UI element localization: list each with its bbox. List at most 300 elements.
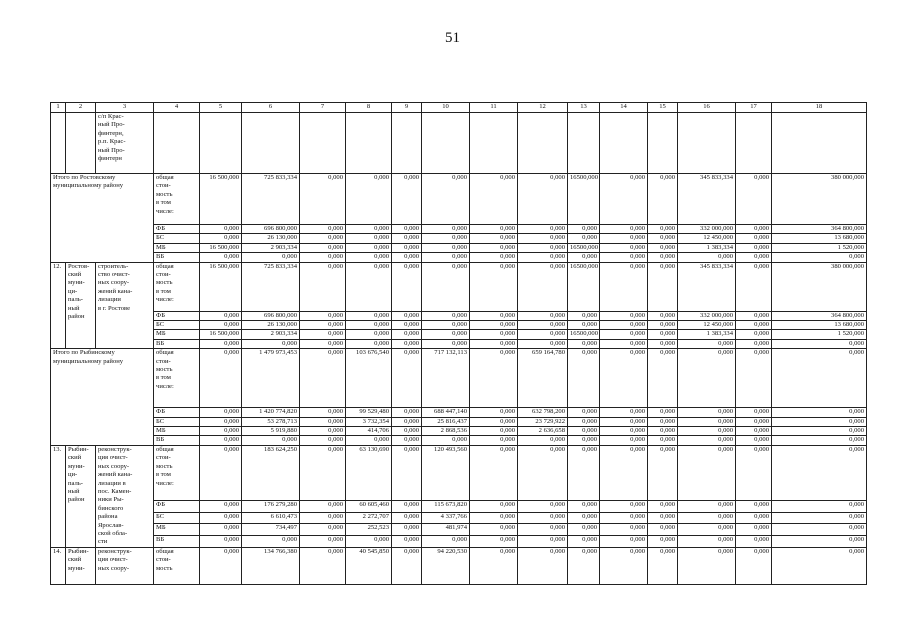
page-number: 51 xyxy=(445,30,460,46)
value-cell: 0,000 xyxy=(242,253,300,262)
funding-type-cell: МБ xyxy=(154,427,200,436)
column-number-cell: 6 xyxy=(242,103,300,113)
value-cell: 0,000 xyxy=(392,524,422,536)
value-cell: 0,000 xyxy=(518,524,568,536)
value-cell: 0,000 xyxy=(518,330,568,339)
column-number-cell: 15 xyxy=(648,103,678,113)
value-cell: 0,000 xyxy=(648,408,678,417)
value-cell: 0,000 xyxy=(678,436,736,445)
value-cell: 0,000 xyxy=(648,339,678,348)
value-cell: 0,000 xyxy=(300,311,346,320)
value-cell: 0,000 xyxy=(470,321,518,330)
total-label-cell: Итого по Рыбинскому муниципальному району xyxy=(51,349,154,446)
column-number-cell: 7 xyxy=(300,103,346,113)
investment-table xyxy=(50,102,867,585)
value-cell: 0,000 xyxy=(600,330,648,339)
value-cell: 0,000 xyxy=(300,512,346,524)
value-cell: 0,000 xyxy=(648,524,678,536)
value-cell: 0,000 xyxy=(736,408,772,417)
value-cell: 0,000 xyxy=(392,339,422,348)
column-number-cell: 10 xyxy=(422,103,470,113)
value-cell: 0,000 xyxy=(736,417,772,426)
funding-type-cell: ВБ xyxy=(154,339,200,348)
cost-type-cell: общая стои- мость в том числе: xyxy=(154,262,200,311)
object-cell: с/п Крас- ный Про- финтерн, р.п. Крас- ный Про- финтерн xyxy=(96,113,154,174)
value-cell: 481,974 xyxy=(422,524,470,536)
value-cell: 0,000 xyxy=(568,234,600,243)
value-cell: 0,000 xyxy=(242,535,300,547)
funding-source-row xyxy=(51,311,867,320)
value-cell: 734,497 xyxy=(242,524,300,536)
column-number-cell: 9 xyxy=(392,103,422,113)
value-cell: 16 500,000 xyxy=(200,243,242,252)
value-cell: 0,000 xyxy=(736,436,772,445)
funding-type-cell: БС xyxy=(154,321,200,330)
total-label-cell: Итого по Ростовскому муниципальному району xyxy=(51,174,154,263)
value-cell: 364 800,000 xyxy=(772,311,867,320)
value-cell: 0,000 xyxy=(518,174,568,225)
column-number-cell: 18 xyxy=(772,103,867,113)
value-cell: 0,000 xyxy=(518,535,568,547)
value-cell: 0,000 xyxy=(568,427,600,436)
value-cell: 0,000 xyxy=(392,547,422,584)
value-cell: 0,000 xyxy=(392,321,422,330)
value-cell: 0,000 xyxy=(568,535,600,547)
value-cell: 0,000 xyxy=(422,321,470,330)
value-cell: 0,000 xyxy=(736,445,772,500)
value-cell: 0,000 xyxy=(736,311,772,320)
value-cell: 0,000 xyxy=(600,174,648,225)
value-cell: 0,000 xyxy=(392,225,422,234)
value-cell: 0,000 xyxy=(600,311,648,320)
empty-cell xyxy=(772,113,867,174)
value-cell: 0,000 xyxy=(600,500,648,512)
empty-cell xyxy=(154,113,200,174)
value-cell: 0,000 xyxy=(568,417,600,426)
value-cell: 0,000 xyxy=(200,547,242,584)
funding-source-row xyxy=(51,321,867,330)
value-cell: 2 868,536 xyxy=(422,427,470,436)
value-cell: 120 493,560 xyxy=(422,445,470,500)
funding-source-row xyxy=(51,436,867,445)
value-cell: 0,000 xyxy=(736,253,772,262)
value-cell: 0,000 xyxy=(600,321,648,330)
value-cell: 0,000 xyxy=(346,535,392,547)
value-cell: 16500,000 xyxy=(568,330,600,339)
value-cell: 0,000 xyxy=(200,500,242,512)
value-cell: 0,000 xyxy=(392,234,422,243)
value-cell: 0,000 xyxy=(300,262,346,311)
funding-type-cell: БС xyxy=(154,234,200,243)
empty-cell xyxy=(51,113,66,174)
value-cell: 0,000 xyxy=(200,339,242,348)
value-cell: 659 164,780 xyxy=(518,349,568,408)
value-cell: 0,000 xyxy=(568,408,600,417)
value-cell: 632 798,200 xyxy=(518,408,568,417)
value-cell: 1 420 774,820 xyxy=(242,408,300,417)
value-cell: 94 220,530 xyxy=(422,547,470,584)
value-cell: 0,000 xyxy=(600,535,648,547)
value-cell: 0,000 xyxy=(300,330,346,339)
value-cell: 0,000 xyxy=(772,349,867,408)
value-cell: 115 673,820 xyxy=(422,500,470,512)
column-number-cell: 2 xyxy=(66,103,96,113)
value-cell: 0,000 xyxy=(736,234,772,243)
value-cell: 0,000 xyxy=(568,445,600,500)
column-number-cell: 3 xyxy=(96,103,154,113)
district-cell: Рыбин- ский муни- ци- паль- ный район xyxy=(66,445,96,547)
value-cell: 0,000 xyxy=(736,174,772,225)
value-cell: 0,000 xyxy=(648,500,678,512)
value-cell: 0,000 xyxy=(392,445,422,500)
value-cell: 0,000 xyxy=(568,339,600,348)
value-cell: 0,000 xyxy=(422,174,470,225)
column-number-cell: 11 xyxy=(470,103,518,113)
value-cell: 1 383,334 xyxy=(678,330,736,339)
value-cell: 40 545,850 xyxy=(346,547,392,584)
funding-type-cell: МБ xyxy=(154,243,200,252)
value-cell: 0,000 xyxy=(200,512,242,524)
value-cell: 0,000 xyxy=(600,349,648,408)
value-cell: 688 447,140 xyxy=(422,408,470,417)
district-cell: Ростов- ский муни- ци- паль- ный район xyxy=(66,262,96,349)
value-cell: 0,000 xyxy=(648,330,678,339)
value-cell: 0,000 xyxy=(392,535,422,547)
value-cell: 16 500,000 xyxy=(200,330,242,339)
value-cell: 0,000 xyxy=(200,234,242,243)
value-cell: 0,000 xyxy=(600,339,648,348)
value-cell: 0,000 xyxy=(200,321,242,330)
value-cell: 0,000 xyxy=(392,427,422,436)
value-cell: 0,000 xyxy=(568,547,600,584)
value-cell: 0,000 xyxy=(242,436,300,445)
value-cell: 0,000 xyxy=(300,427,346,436)
value-cell: 0,000 xyxy=(648,311,678,320)
value-cell: 0,000 xyxy=(346,243,392,252)
value-cell: 0,000 xyxy=(200,535,242,547)
empty-cell xyxy=(470,113,518,174)
value-cell: 0,000 xyxy=(518,262,568,311)
value-cell: 25 816,437 xyxy=(422,417,470,426)
value-cell: 0,000 xyxy=(300,174,346,225)
value-cell: 0,000 xyxy=(470,349,518,408)
value-cell: 0,000 xyxy=(346,321,392,330)
value-cell: 0,000 xyxy=(600,417,648,426)
value-cell: 0,000 xyxy=(422,253,470,262)
value-cell: 0,000 xyxy=(772,427,867,436)
value-cell: 0,000 xyxy=(600,262,648,311)
cost-type-cell: общая стои- мость в том числе: xyxy=(154,445,200,500)
value-cell: 16500,000 xyxy=(568,174,600,225)
value-cell: 0,000 xyxy=(422,311,470,320)
value-cell: 23 729,922 xyxy=(518,417,568,426)
value-cell: 0,000 xyxy=(678,253,736,262)
total-row xyxy=(51,349,867,408)
funding-type-cell: ФБ xyxy=(154,500,200,512)
value-cell: 0,000 xyxy=(648,417,678,426)
value-cell: 0,000 xyxy=(300,445,346,500)
empty-cell xyxy=(346,113,392,174)
value-cell: 0,000 xyxy=(600,445,648,500)
value-cell: 0,000 xyxy=(392,512,422,524)
value-cell: 103 676,540 xyxy=(346,349,392,408)
value-cell: 0,000 xyxy=(200,253,242,262)
value-cell: 0,000 xyxy=(470,174,518,225)
empty-cell xyxy=(678,113,736,174)
value-cell: 3 732,354 xyxy=(346,417,392,426)
value-cell: 0,000 xyxy=(518,339,568,348)
value-cell: 0,000 xyxy=(346,253,392,262)
funding-source-row xyxy=(51,234,867,243)
value-cell: 0,000 xyxy=(568,436,600,445)
project-row xyxy=(51,547,867,584)
row-number-cell: 12. xyxy=(51,262,66,349)
value-cell: 0,000 xyxy=(518,311,568,320)
value-cell: 0,000 xyxy=(200,225,242,234)
value-cell: 0,000 xyxy=(470,311,518,320)
empty-cell xyxy=(422,113,470,174)
value-cell: 0,000 xyxy=(648,234,678,243)
value-cell: 0,000 xyxy=(736,349,772,408)
funding-source-row xyxy=(51,225,867,234)
value-cell: 0,000 xyxy=(470,225,518,234)
value-cell: 5 919,880 xyxy=(242,427,300,436)
value-cell: 0,000 xyxy=(300,408,346,417)
value-cell: 414,706 xyxy=(346,427,392,436)
project-row xyxy=(51,262,867,311)
value-cell: 2 272,707 xyxy=(346,512,392,524)
value-cell: 0,000 xyxy=(346,330,392,339)
value-cell: 0,000 xyxy=(568,225,600,234)
value-cell: 0,000 xyxy=(200,436,242,445)
value-cell: 0,000 xyxy=(470,339,518,348)
value-cell: 2 636,658 xyxy=(518,427,568,436)
value-cell: 0,000 xyxy=(736,500,772,512)
value-cell: 0,000 xyxy=(648,512,678,524)
funding-source-row xyxy=(51,500,867,512)
value-cell: 380 000,000 xyxy=(772,174,867,225)
value-cell: 0,000 xyxy=(200,349,242,408)
value-cell: 0,000 xyxy=(300,535,346,547)
value-cell: 0,000 xyxy=(736,512,772,524)
value-cell: 0,000 xyxy=(568,311,600,320)
value-cell: 0,000 xyxy=(470,234,518,243)
value-cell: 26 130,000 xyxy=(242,234,300,243)
value-cell: 0,000 xyxy=(678,339,736,348)
value-cell: 332 000,000 xyxy=(678,311,736,320)
value-cell: 0,000 xyxy=(346,225,392,234)
value-cell: 0,000 xyxy=(736,524,772,536)
funding-type-cell: МБ xyxy=(154,524,200,536)
funding-type-cell: ФБ xyxy=(154,225,200,234)
value-cell: 0,000 xyxy=(392,243,422,252)
value-cell: 13 680,000 xyxy=(772,234,867,243)
value-cell: 0,000 xyxy=(648,243,678,252)
value-cell: 0,000 xyxy=(470,524,518,536)
value-cell: 0,000 xyxy=(300,436,346,445)
value-cell: 99 529,480 xyxy=(346,408,392,417)
value-cell: 16 500,000 xyxy=(200,262,242,311)
value-cell: 0,000 xyxy=(648,262,678,311)
cost-type-cell: общая стои- мость в том числе: xyxy=(154,349,200,408)
funding-type-cell: ФБ xyxy=(154,311,200,320)
value-cell: 345 833,334 xyxy=(678,174,736,225)
value-cell: 0,000 xyxy=(422,339,470,348)
value-cell: 0,000 xyxy=(600,225,648,234)
value-cell: 16 500,000 xyxy=(200,174,242,225)
value-cell: 0,000 xyxy=(518,547,568,584)
value-cell: 0,000 xyxy=(300,547,346,584)
value-cell: 0,000 xyxy=(300,524,346,536)
object-cell: строитель- ство очист- ных соору- жений кана- лизации в г. Ростове xyxy=(96,262,154,349)
funding-source-row xyxy=(51,330,867,339)
value-cell: 0,000 xyxy=(470,500,518,512)
value-cell: 0,000 xyxy=(470,436,518,445)
value-cell: 0,000 xyxy=(772,445,867,500)
value-cell: 0,000 xyxy=(346,436,392,445)
value-cell: 63 130,690 xyxy=(346,445,392,500)
value-cell: 0,000 xyxy=(518,436,568,445)
funding-type-cell: ВБ xyxy=(154,436,200,445)
funding-source-row xyxy=(51,339,867,348)
value-cell: 0,000 xyxy=(392,500,422,512)
empty-cell xyxy=(736,113,772,174)
value-cell: 0,000 xyxy=(470,427,518,436)
column-number-cell: 5 xyxy=(200,103,242,113)
value-cell: 0,000 xyxy=(300,243,346,252)
value-cell: 0,000 xyxy=(300,225,346,234)
value-cell: 0,000 xyxy=(568,349,600,408)
value-cell: 0,000 xyxy=(518,445,568,500)
value-cell: 0,000 xyxy=(600,436,648,445)
value-cell: 0,000 xyxy=(470,547,518,584)
cost-type-cell: общая стои- мость в том числе: xyxy=(154,174,200,225)
value-cell: 364 800,000 xyxy=(772,225,867,234)
value-cell: 0,000 xyxy=(470,253,518,262)
column-number-cell: 8 xyxy=(346,103,392,113)
object-cell: реконструк- ция очист- ных соору- жений кана- лизации в пос. Камен- ники Ры- бинского района Ярослав- ской обла- сти xyxy=(96,445,154,547)
value-cell: 0,000 xyxy=(518,512,568,524)
value-cell: 0,000 xyxy=(772,535,867,547)
value-cell: 0,000 xyxy=(422,262,470,311)
value-cell: 0,000 xyxy=(470,512,518,524)
column-number-cell: 14 xyxy=(600,103,648,113)
value-cell: 16500,000 xyxy=(568,262,600,311)
value-cell: 176 279,280 xyxy=(242,500,300,512)
value-cell: 0,000 xyxy=(392,330,422,339)
value-cell: 1 479 973,453 xyxy=(242,349,300,408)
column-number-cell: 12 xyxy=(518,103,568,113)
value-cell: 1 520,000 xyxy=(772,330,867,339)
project-row xyxy=(51,445,867,500)
value-cell: 0,000 xyxy=(600,253,648,262)
value-cell: 0,000 xyxy=(678,445,736,500)
value-cell: 0,000 xyxy=(772,524,867,536)
empty-cell xyxy=(518,113,568,174)
value-cell: 0,000 xyxy=(470,330,518,339)
value-cell: 0,000 xyxy=(678,535,736,547)
value-cell: 0,000 xyxy=(736,330,772,339)
value-cell: 0,000 xyxy=(772,512,867,524)
value-cell: 0,000 xyxy=(392,417,422,426)
funding-source-row xyxy=(51,417,867,426)
value-cell: 0,000 xyxy=(200,417,242,426)
column-number-cell: 4 xyxy=(154,103,200,113)
funding-source-row xyxy=(51,243,867,252)
value-cell: 0,000 xyxy=(200,311,242,320)
value-cell: 0,000 xyxy=(736,225,772,234)
value-cell: 0,000 xyxy=(470,417,518,426)
value-cell: 0,000 xyxy=(736,427,772,436)
value-cell: 0,000 xyxy=(600,524,648,536)
value-cell: 0,000 xyxy=(568,253,600,262)
value-cell: 0,000 xyxy=(518,234,568,243)
value-cell: 0,000 xyxy=(200,427,242,436)
value-cell: 0,000 xyxy=(648,253,678,262)
value-cell: 12 450,000 xyxy=(678,321,736,330)
value-cell: 696 800,000 xyxy=(242,311,300,320)
value-cell: 0,000 xyxy=(346,234,392,243)
empty-cell xyxy=(242,113,300,174)
funding-source-row xyxy=(51,408,867,417)
continuation-row xyxy=(51,113,867,174)
value-cell: 0,000 xyxy=(422,225,470,234)
value-cell: 0,000 xyxy=(648,535,678,547)
value-cell: 183 624,250 xyxy=(242,445,300,500)
value-cell: 6 610,473 xyxy=(242,512,300,524)
funding-type-cell: МБ xyxy=(154,330,200,339)
value-cell: 0,000 xyxy=(518,243,568,252)
value-cell: 725 833,334 xyxy=(242,262,300,311)
value-cell: 0,000 xyxy=(346,311,392,320)
value-cell: 0,000 xyxy=(300,321,346,330)
value-cell: 4 337,766 xyxy=(422,512,470,524)
value-cell: 0,000 xyxy=(678,547,736,584)
value-cell: 0,000 xyxy=(200,524,242,536)
funding-source-row xyxy=(51,427,867,436)
value-cell: 0,000 xyxy=(470,445,518,500)
value-cell: 0,000 xyxy=(648,349,678,408)
value-cell: 0,000 xyxy=(678,427,736,436)
empty-cell xyxy=(392,113,422,174)
total-row xyxy=(51,174,867,225)
value-cell: 0,000 xyxy=(678,500,736,512)
empty-cell xyxy=(66,113,96,174)
value-cell: 0,000 xyxy=(678,349,736,408)
value-cell: 0,000 xyxy=(678,524,736,536)
value-cell: 0,000 xyxy=(470,262,518,311)
column-number-cell: 17 xyxy=(736,103,772,113)
empty-cell xyxy=(648,113,678,174)
value-cell: 1 383,334 xyxy=(678,243,736,252)
value-cell: 0,000 xyxy=(346,262,392,311)
value-cell: 0,000 xyxy=(736,339,772,348)
value-cell: 0,000 xyxy=(518,500,568,512)
value-cell: 0,000 xyxy=(648,436,678,445)
value-cell: 0,000 xyxy=(772,436,867,445)
value-cell: 0,000 xyxy=(600,408,648,417)
value-cell: 0,000 xyxy=(392,174,422,225)
value-cell: 0,000 xyxy=(300,339,346,348)
value-cell: 0,000 xyxy=(422,234,470,243)
value-cell: 0,000 xyxy=(470,408,518,417)
funding-type-cell: БС xyxy=(154,417,200,426)
value-cell: 0,000 xyxy=(300,349,346,408)
value-cell: 0,000 xyxy=(300,500,346,512)
value-cell: 0,000 xyxy=(392,262,422,311)
value-cell: 0,000 xyxy=(392,408,422,417)
value-cell: 60 605,460 xyxy=(346,500,392,512)
